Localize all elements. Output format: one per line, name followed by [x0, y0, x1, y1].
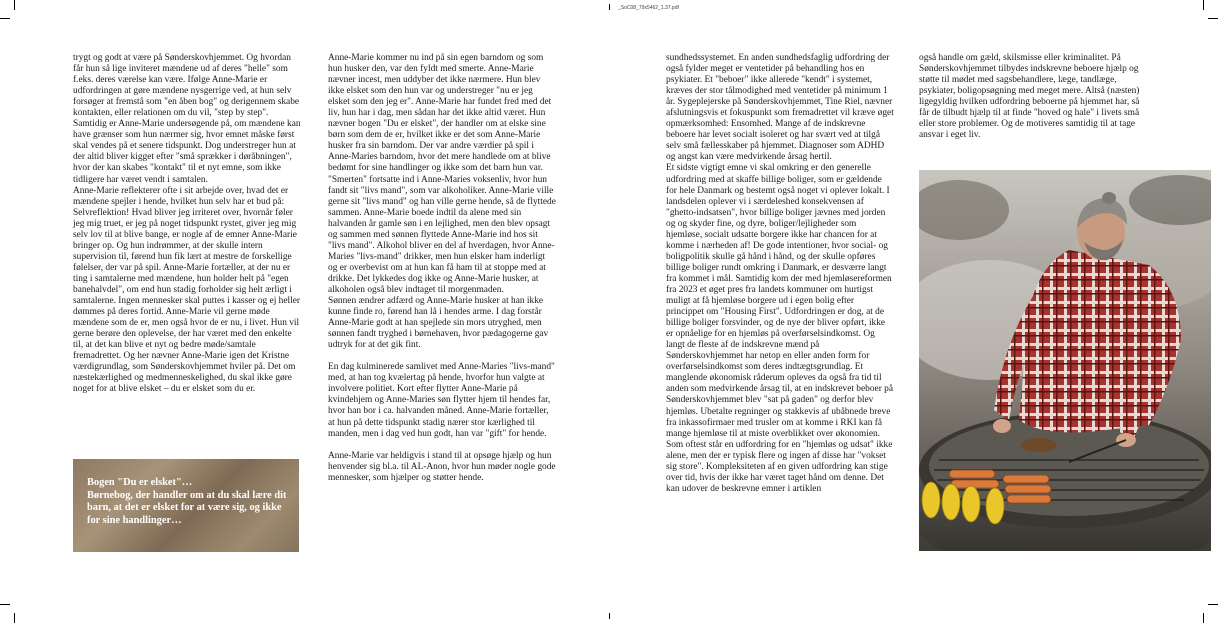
crop-mark [0, 18, 10, 19]
paragraph: En dag kulminerede samlivet med Anne-Maries "livs-mand" med, at han tog kvælertag på hende, hvorfor hun valgte at involvere politiet. Kort efter flytter Anne-Marie på kvindehjem og Anne-Maries søn flytter hjem til hendes far, hvor han bor i ca. halvanden måned. Anne-Marie fortæller, at hun på dette tidspunkt stadig nærer stor kærlighed til manden, men i dag ved hun godt, han var "gift" for hende. [328, 362, 555, 439]
quote-title: Bogen "Du er elsket"… [87, 477, 193, 488]
paragraph: også handle om gæld, skilsmisse eller kriminalitet. På Sønderskovhjemmet tilbydes indskrevne beboere hjælp og støtte til mødet med sagsbehandlere, læge, tandlæge, psykiater, boligopsøgning med meget mere. Altså (næsten) ligegyldig hvilken udfordring beboerne på hjemmet har, så får de tilbudt hjælp til at finde "hoved og hale" i livets små eller store problemer. Og de motiveres samtidig til at tage ansvar i eget liv. [919, 53, 1140, 141]
quote-body: Børnebog, der handler om at du skal lære dit barn, at det er elsket for at være sig, og ikke for sine handlinger… [87, 489, 287, 526]
paragraph: Et sidste vigtigt emne vi skal omkring er den generelle udfordring med at skaffe billige boliger, som er gældende for hele Danmark og bestemt også noget vi oplever lokalt. I landsdelen oplever vi i særdeleshed konsekvensen af "ghetto-indsatsen", hvor billige boliger jævnes med jorden og og skyder fine, og dyre, boliger/lejligheder som hjemløse, socialt udsatte borgere ikke har chancen for at komme i nærheden af! De gode intentioner, hvor social- og boligpolitik skulle gå hånd i hånd, og der skulle opføres billige boliger rundt omkring i Danmark, er desværre langt fra kommet i mål. Samtidig kom der med hjemløsereformen fra 2023 et øget pres fra landets kommuner om hurtigst muligt at få hjemløse borgere ud i egen bolig efter princippet om "Housing First". Udfordringen er dog, at de billige boliger forsvinder, og de nye der bliver opført, ikke er opnåelige for en hjemløs på overførselsindkomst. Og langt de fleste af de indskrevne mænd på Sønderskovhjemmet har netop en eller anden form for overførselsindkomst som deres indtægtsgrundlag. Et manglende økonomisk råderum opleves da også fra tid til anden som medvirkende årsag til, at en indskrevet beboer på Sønderskovhjemmet blev "sat på gaden" og derfor blev hjemløs. Ubetalte regninger og stakkevis af ubåbnede breve fra inkassofirmaer med trusler om at komme i RKI kan få mange hjemløse til at miste overblikket over økonomien. [666, 163, 894, 439]
paragraph: Sønnen ændrer adfærd og Anne-Marie husker at han ikke kunne finde ro, førend han lå i hendes arme. I dag forstår Anne-Marie godt at han spejlede sin mors utryghed, men sønnen fandt tryghed i børnehaven, hvor pædagogerne gav udtryk for at det gik fint. [328, 296, 549, 351]
text-column-3 [666, 53, 894, 495]
paragraph: Som oftest står en udfordring for en "hjemløs og udsat" ikke alene, men der er typisk flere og ingen af disse har "vokset sig store". Kompleksiteten af en given udfordring kan stige over tid, hvis der ikke har været taget hånd om denne. Det kan udover de beskrevne emner i artiklen [666, 439, 893, 494]
quote-box [73, 459, 299, 552]
crop-mark [14, 613, 15, 623]
crop-mark [1208, 18, 1218, 19]
crop-mark [1203, 0, 1204, 10]
crop-mark [14, 0, 15, 10]
file-label: _SoC08_79x5462_1.37.pdf [618, 5, 679, 11]
text-column-4 [919, 53, 1149, 141]
quote-text [87, 477, 293, 527]
crop-mark [609, 4, 610, 10]
paragraph: sundhedssystemet. En anden sundhedsfaglig udfordring der også fylder meget er ventetider på behandling hos en psykiater. Et "beboer" ikke allerede "kendt" i systemet, kræves der stor tålmodighed med ventetider på minimum 1 år. Sygeplejerske på Sønderskovhjemmet, Tine Riel, nævner afslutningsvis et fokuspunkt som fremadrettet vil kræve øget opmærksomhed: Ensomhed. Mange af de indskrevne beboere har levet socialt isoleret og har svært ved at tilgå selv små fællesskaber på hjemmet. Diagnoser som ADHD og angst kan være medvirkende årsag hertil. [666, 53, 894, 163]
paragraph: Anne-Marie reflekterer ofte i sit arbejde over, hvad det er mændene spejler i hende, hvilket hun selv har et bud på: Selvreflektion! Hvad bliver jeg irriteret over, hvornår føler jeg mig truet, er jeg på noget tidspunkt rystet, giver jeg mig selv lov til at blive bange, er nogle af de emner Anne-Marie bringer op. Og hun indrømmer, at der skulle intern supervision til, førend hun fik lært at mestre de forskellige følelser, der var på spil. Anne-Marie fortæller, at der nu er ting i samtalerne med mændene, hun holder helt på "egen banehalvdel", om end hun stadig forholder sig helt ærligt i samtalerne. Ingen mennesker skal puttes i kasser og ej heller dømmes på deres fortid. Anne-Marie vil gerne møde mændene som de er, men også hvor de er nu, i livet. Hun vil gerne berøre den oplevelse, der har været med den enkelte til, at det kan blive et nyt og bedre møde/samtale fremadrettet. Og her nævner Anne-Marie igen det Kristne værdigrundlag, som Sønderskovhjemmet hviler på. Det om næstekærlighed og medmenneskelighed, du skal ikke gøre noget for at blive elsket – du er elsket som du er. [73, 185, 301, 395]
paragraph: Anne-Marie var heldigvis i stand til at opsøge hjælp og hun henvender sig bl.a. til AL-Anon, hvor hun møder nogle gode mennesker, som hjælper og støtter hende. [328, 450, 556, 483]
crop-mark [1208, 604, 1218, 605]
paragraph: Anne-Marie kommer nu ind på sin egen barndom og som hun husker den, var den fyldt med smerte. Anne-Marie nævner incest, men uddyber det ikke nærmere. Hun blev ikke elsket som den hun var og understreger "nu er jeg elsket som den jeg er". Anne-Marie har fundet fred med det liv, hun har i dag, men sådan har det ikke altid været. Hun nævner bogen "Du er elsket", der handler om at elske sine børn som dem de er, hvilket ikke er det som Anne-Marie husker fra sin barndom. Der var andre værdier på spil i Anne-Maries barndom, hvor det mere handlede om at blive bedømt for sine handlinger og ikke som det barn hun var. "Smerten" fortsatte ind i Anne-Maries voksenliv, hvor hun fandt sit "livs mand", som var alkoholiker. Anne-Marie ville gerne sit "livs mand" og han ville gerne hende, så de flyttede sammen. Anne-Marie boede indtil da alene med sin halvanden år gamle søn i en lejlighed, men den blev opsagt og sammen med sønnen flyttede Anne-Marie ind hos sit "livs mand". Alkohol bliver en del af hverdagen, hvor Anne-Maries "livs-mand" drikker, men hun elsker ham inderligt og er overbevist om at hun kan få ham til at stoppe med at drikke. Det lykkedes dog ikke og Anne-Marie husker, at alkoholen også blev indtaget til morgenmaden. [328, 53, 556, 295]
man-grilling-sausages-and-corn-icon [919, 170, 1211, 551]
crop-mark [0, 604, 10, 605]
text-column-1 [73, 53, 301, 395]
text-column-2 [328, 53, 556, 484]
paragraph: trygt og godt at være på Sønderskovhjemmet. Og hvordan får hun så lige inviteret mændene ud af deres "helle" som f.eks. deres værelse kan være. Ifølge Anne-Marie er udfordringen at gøre mændene nysgerrige ved, at hun selv forsøger at fremstå som "en åben bog" og derigennem skabe kontakten, eller relationen om du vil, "step by step". Samtidig er Anne-Marie undersøgende på, om mændene kan have grænser som hun nærmer sig, hvor emnet måske først skal vendes på et senere tidspunkt. Dog understreger hun at der altid bliver kigget efter "små sprækker i døråbningen", hvor der kan skabes "kontakt" til et nyt emne, som ikke tidligere har været vendt i samtalen. [73, 53, 301, 185]
crop-mark [609, 613, 610, 619]
crop-mark [1203, 613, 1204, 623]
